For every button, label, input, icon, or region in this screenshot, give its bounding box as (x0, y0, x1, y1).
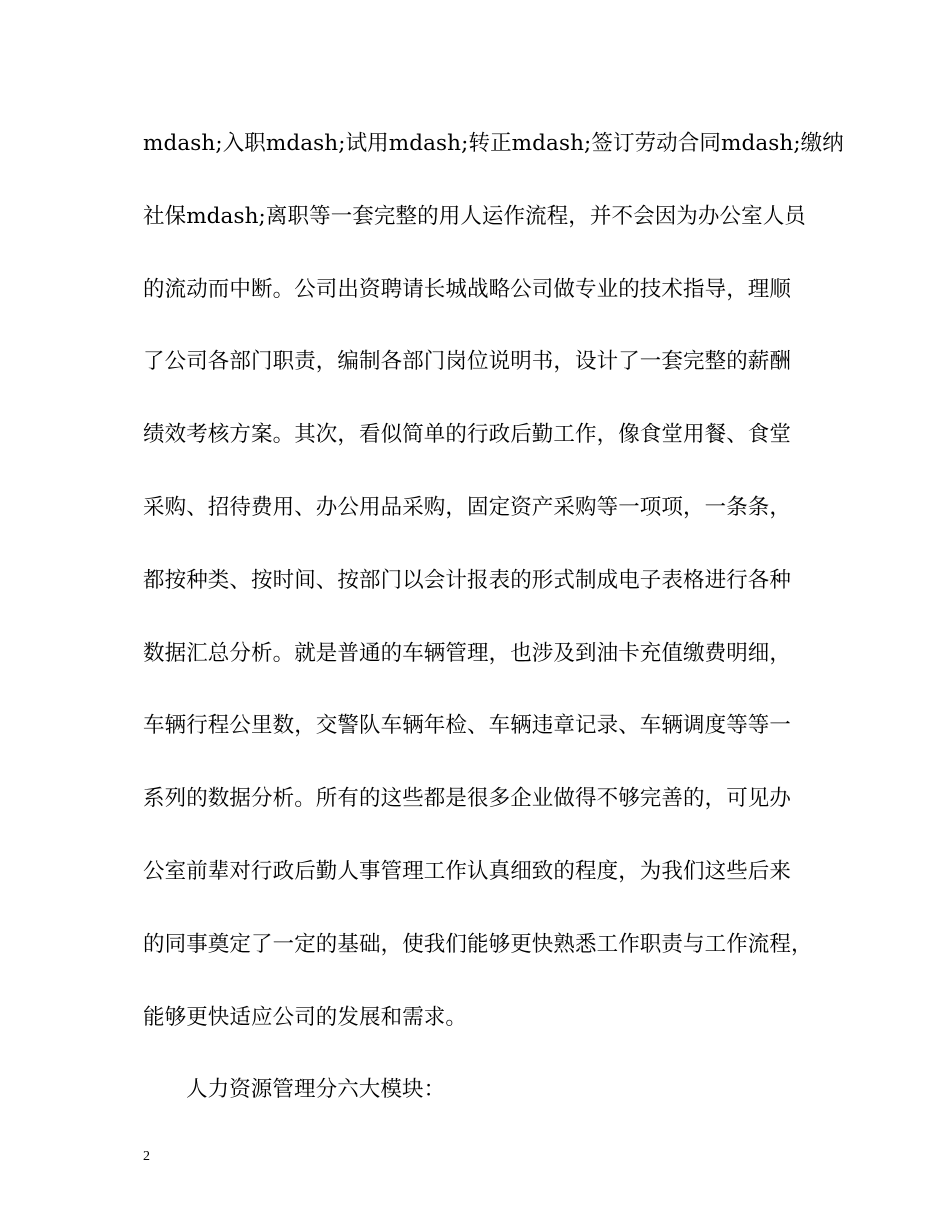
text-line: 车辆行程公里数，交警队车辆年检、车辆违章记录、车辆调度等等一 (143, 713, 792, 739)
body-paragraph (143, 126, 844, 1145)
text-line: 都按种类、按时间、按部门以会计报表的形式制成电子表格进行各种 (143, 567, 792, 593)
text-line: 系列的数据分析。所有的这些都是很多企业做得不够完善的，可见办 (143, 786, 792, 812)
text-line: 能够更快适应公司的发展和需求。 (143, 1004, 468, 1030)
text-line: 了公司各部门职责，编制各部门岗位说明书，设计了一套完整的薪酬 (143, 349, 792, 375)
section-heading: 人力资源管理分六大模块： (186, 1077, 446, 1103)
text-line: 的同事奠定了一定的基础，使我们能够更快熟悉工作职责与工作流程， (143, 931, 813, 957)
text-line: 绩效考核方案。其次，看似简单的行政后勤工作，像食堂用餐、食堂 (143, 422, 792, 448)
page-number: 2 (143, 1149, 150, 1164)
text-line: 采购、招待费用、办公用品采购，固定资产采购等一项项，一条条， (143, 494, 792, 520)
text-line: mdash;入职mdash;试用mdash;转正mdash;签订劳动合同mdash;缴纳 (143, 131, 844, 156)
text-line: 数据汇总分析。就是普通的车辆管理，也涉及到油卡充值缴费明细， (143, 640, 792, 666)
text-line: 的流动而中断。公司出资聘请长城战略公司做专业的技术指导，理顺 (143, 276, 792, 302)
text-line: 公室前辈对行政后勤人事管理工作认真细致的程度，为我们这些后来 (143, 858, 792, 884)
text-line: 社保mdash;离职等一套完整的用人运作流程，并不会因为办公室人员 (143, 203, 806, 229)
